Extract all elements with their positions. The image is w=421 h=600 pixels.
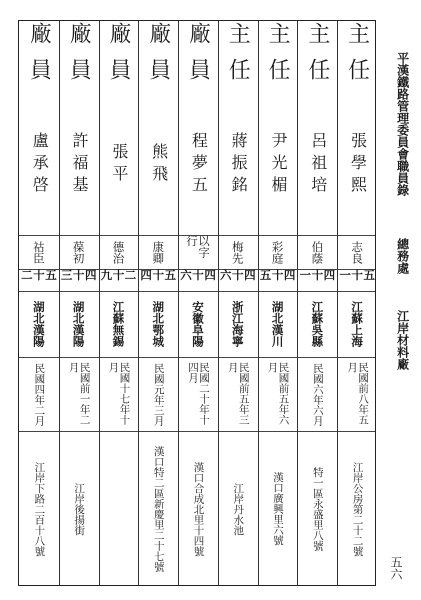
staff-origin: 江蘇無錫 xyxy=(111,301,126,347)
staff-address: 江岸丹水池 xyxy=(232,482,245,536)
staff-title: 主任 xyxy=(265,22,291,94)
staff-title: 廠員 xyxy=(66,22,92,94)
staff-since: 民國前八年五月 xyxy=(346,362,370,425)
staff-since: 民國六年六月 xyxy=(311,362,324,426)
staff-name: 盧承啓 xyxy=(30,132,50,198)
staff-origin: 浙江海寧 xyxy=(230,301,245,347)
staff-address: 特一區永盛里八號 xyxy=(311,467,324,551)
staff-origin: 湖北漢陽 xyxy=(31,301,46,347)
staff-row xyxy=(218,21,258,585)
staff-origin: 湖北漢陽 xyxy=(71,301,86,347)
staff-age: 五十四 xyxy=(139,269,178,281)
staff-age: 四十一 xyxy=(298,269,337,281)
staff-age: 五十二 xyxy=(19,269,58,281)
staff-courtesy: 祜臣 xyxy=(31,240,46,264)
staff-name: 呂祖培 xyxy=(308,132,328,198)
staff-courtesy: 葆初 xyxy=(71,240,86,264)
staff-courtesy: 彩庭 xyxy=(270,240,285,264)
staff-since: 民國十七年十月 xyxy=(107,362,131,425)
staff-row xyxy=(178,21,218,585)
staff-row xyxy=(99,21,139,585)
staff-origin: 湖北漢川 xyxy=(270,301,285,347)
staff-name: 蔣振銘 xyxy=(229,132,249,198)
staff-name: 張平 xyxy=(109,143,129,187)
staff-age: 四十六 xyxy=(178,269,218,281)
staff-row xyxy=(59,21,99,585)
staff-row xyxy=(297,21,337,585)
staff-name: 熊飛 xyxy=(149,143,169,187)
staff-since: 民國前一年二月 xyxy=(67,362,91,425)
staff-since: 民國四年二月 xyxy=(33,362,46,426)
staff-age: 四十五 xyxy=(258,269,297,281)
staff-courtesy: 以字行 xyxy=(184,235,212,258)
page-number: 五六 xyxy=(389,556,403,580)
staff-title: 廠員 xyxy=(145,22,171,94)
staff-courtesy: 梅先 xyxy=(230,240,245,264)
header-title: 平漢鐵路管理委員會職員錄 xyxy=(395,52,410,196)
staff-age: 五十一 xyxy=(338,269,377,281)
staff-address: 江岸公房第二十二號 xyxy=(351,461,364,557)
staff-age: 二十九 xyxy=(99,269,138,281)
staff-address: 江岸後揚街 xyxy=(73,482,86,536)
staff-courtesy: 伯蔭 xyxy=(310,240,325,264)
staff-name: 許福基 xyxy=(70,132,90,198)
staff-name: 張學熙 xyxy=(348,132,368,198)
staff-courtesy: 志良 xyxy=(350,240,365,264)
staff-since: 民國前五年三月 xyxy=(226,362,250,425)
staff-title: 主任 xyxy=(304,22,330,94)
staff-row xyxy=(258,21,298,585)
staff-address: 漢口合成北里十四號 xyxy=(192,461,205,557)
staff-age: 四十三 xyxy=(59,269,98,281)
staff-table xyxy=(18,20,376,586)
staff-title: 主任 xyxy=(344,22,370,94)
staff-courtesy: 德治 xyxy=(111,240,126,264)
staff-since: 民國二十年十四月 xyxy=(186,362,210,425)
staff-origin: 安徽阜陽 xyxy=(191,301,206,347)
page-header xyxy=(380,22,416,562)
staff-age: 四十六 xyxy=(218,269,257,281)
staff-name: 尹光楣 xyxy=(268,132,288,198)
staff-since: 民國前五年六月 xyxy=(266,362,290,425)
staff-row xyxy=(19,21,59,585)
staff-row xyxy=(337,21,377,585)
staff-row xyxy=(138,21,178,585)
staff-origin: 湖北鄂城 xyxy=(151,301,166,347)
staff-name: 程夢五 xyxy=(189,132,209,198)
staff-since: 民國元年三月 xyxy=(152,362,165,426)
staff-origin: 江蘇吳縣 xyxy=(310,301,325,347)
staff-address: 江岸下路二百十八號 xyxy=(33,461,46,557)
staff-address: 漢口特二區新慶里二十七號 xyxy=(152,446,165,572)
staff-title: 廠員 xyxy=(105,22,131,94)
header-dept: 總務處 xyxy=(395,238,410,274)
staff-courtesy: 康卿 xyxy=(151,240,166,264)
staff-address: 漢口廣興里六號 xyxy=(272,472,285,546)
staff-origin: 江蘇上海 xyxy=(350,301,365,347)
header-unit: 江岸材料廠 xyxy=(395,310,410,370)
staff-title: 主任 xyxy=(225,22,251,94)
staff-title: 廠員 xyxy=(185,22,211,94)
staff-title: 廠員 xyxy=(26,22,52,94)
